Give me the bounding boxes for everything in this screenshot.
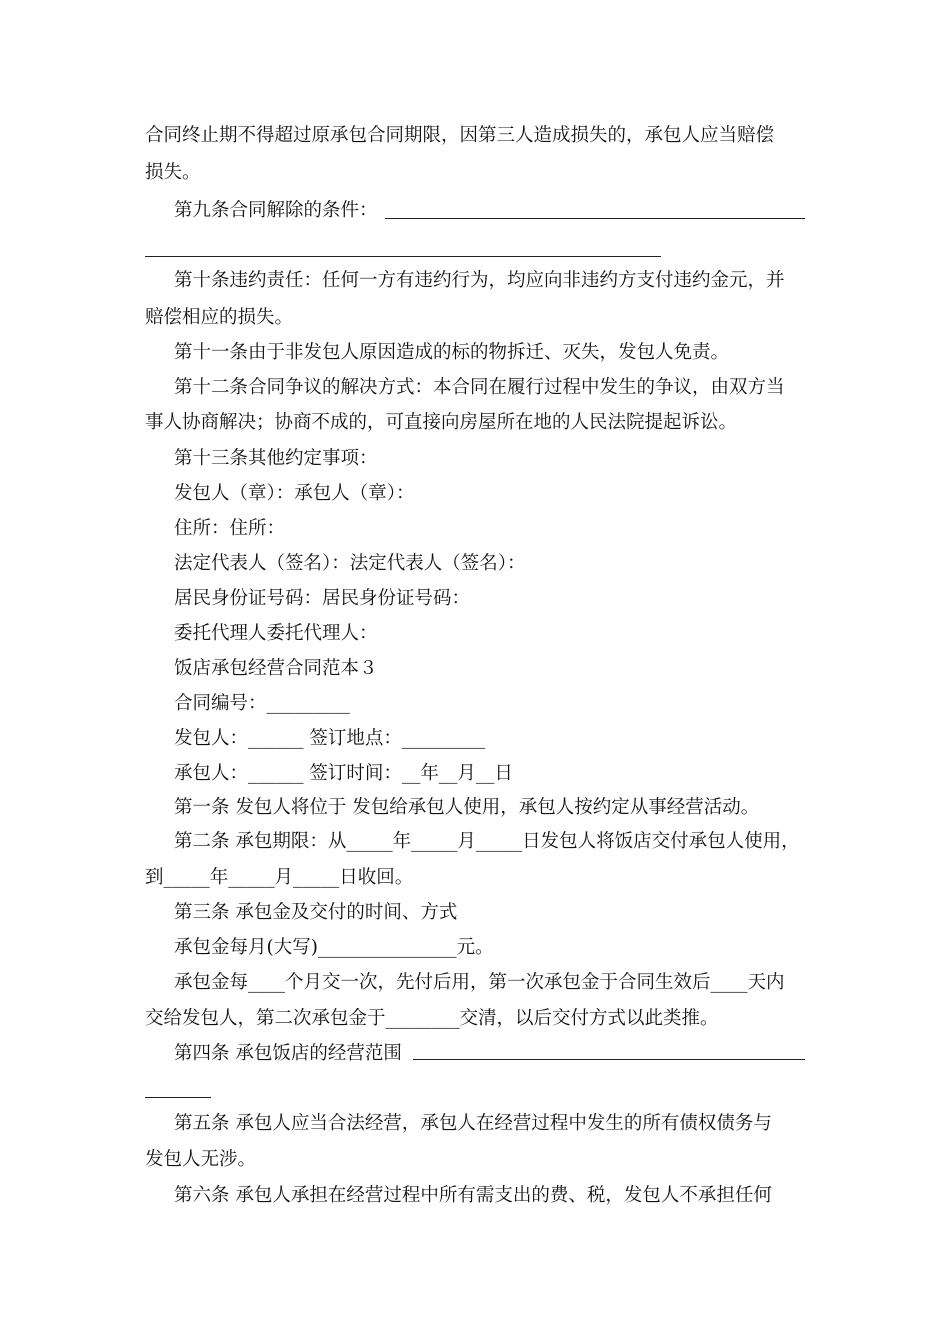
paragraph-line: 事人协商解决；协商不成的，可直接向房屋所在地的人民法院提起诉讼。 (145, 412, 738, 433)
party-line: 承包人：______ 签订时间：__年__月__日 (174, 763, 513, 784)
paragraph-line: 发包人无涉。 (145, 1149, 257, 1170)
paragraph-line: 损失。 (145, 162, 201, 183)
fill-in-blank-line (413, 1059, 805, 1060)
paragraph-line: 承包金每____个月交一次，先付后用，第一次承包金于合同生效后____天内 (174, 972, 785, 993)
signature-line: 委托代理人委托代理人： (174, 623, 378, 644)
paragraph-line: 交给发包人，第二次承包金于________交清，以后交付方式以此类推。 (145, 1008, 719, 1029)
fill-in-blank-line (145, 1097, 211, 1098)
section-title: 饭店承包经营合同范本３ (174, 658, 378, 679)
fill-in-blank-line (145, 256, 661, 257)
article-9-heading: 第九条合同解除的条件： (174, 200, 378, 221)
signature-line: 发包人（章）：承包人（章）： (174, 483, 415, 504)
fill-in-blank-line (385, 218, 805, 219)
paragraph-line: 赔偿相应的损失。 (145, 307, 294, 328)
party-line: 发包人：______ 签订地点：_________ (174, 728, 486, 749)
paragraph-line: 第六条 承包人承担在经营过程中所有需支出的费、税，发包人不承担任何 (174, 1185, 772, 1206)
signature-line: 法定代表人（签名）：法定代表人（签名）： (174, 553, 526, 574)
paragraph-line: 第三条 承包金及交付的时间、方式 (174, 902, 458, 923)
paragraph-line: 第十二条合同争议的解决方式：本合同在履行过程中发生的争议，由双方当 (174, 377, 785, 398)
paragraph-line: 承包金每月(大写)_______________元。 (174, 937, 494, 958)
paragraph-line: 第二条 承包期限：从_____年_____月_____日发包人将饭店交付承包人使用， (174, 831, 800, 852)
paragraph-line: 第十三条其他约定事项： (174, 448, 378, 469)
signature-line: 住所：住所： (174, 518, 286, 539)
paragraph-line: 合同终止期不得超过原承包合同期限，因第三人造成损失的，承包人应当赔偿 (145, 125, 775, 146)
article-4-heading: 第四条 承包饭店的经营范围 (174, 1043, 402, 1064)
paragraph-line: 第五条 承包人应当合法经营，承包人在经营过程中发生的所有债权债务与 (174, 1113, 772, 1134)
contract-number-line: 合同编号：_________ (174, 693, 350, 714)
paragraph-line: 第一条 发包人将位于 发包给承包人使用，承包人按约定从事经营活动。 (174, 797, 760, 818)
paragraph-line: 第十一条由于非发包人原因造成的标的物拆迁、灭失，发包人免责。 (174, 342, 730, 363)
signature-line: 居民身份证号码：居民身份证号码： (174, 588, 471, 609)
paragraph-line: 到_____年_____月_____日收回。 (145, 867, 414, 888)
paragraph-line: 第十条违约责任：任何一方有违约行为，均应向非违约方支付违约金元，并 (174, 270, 785, 291)
